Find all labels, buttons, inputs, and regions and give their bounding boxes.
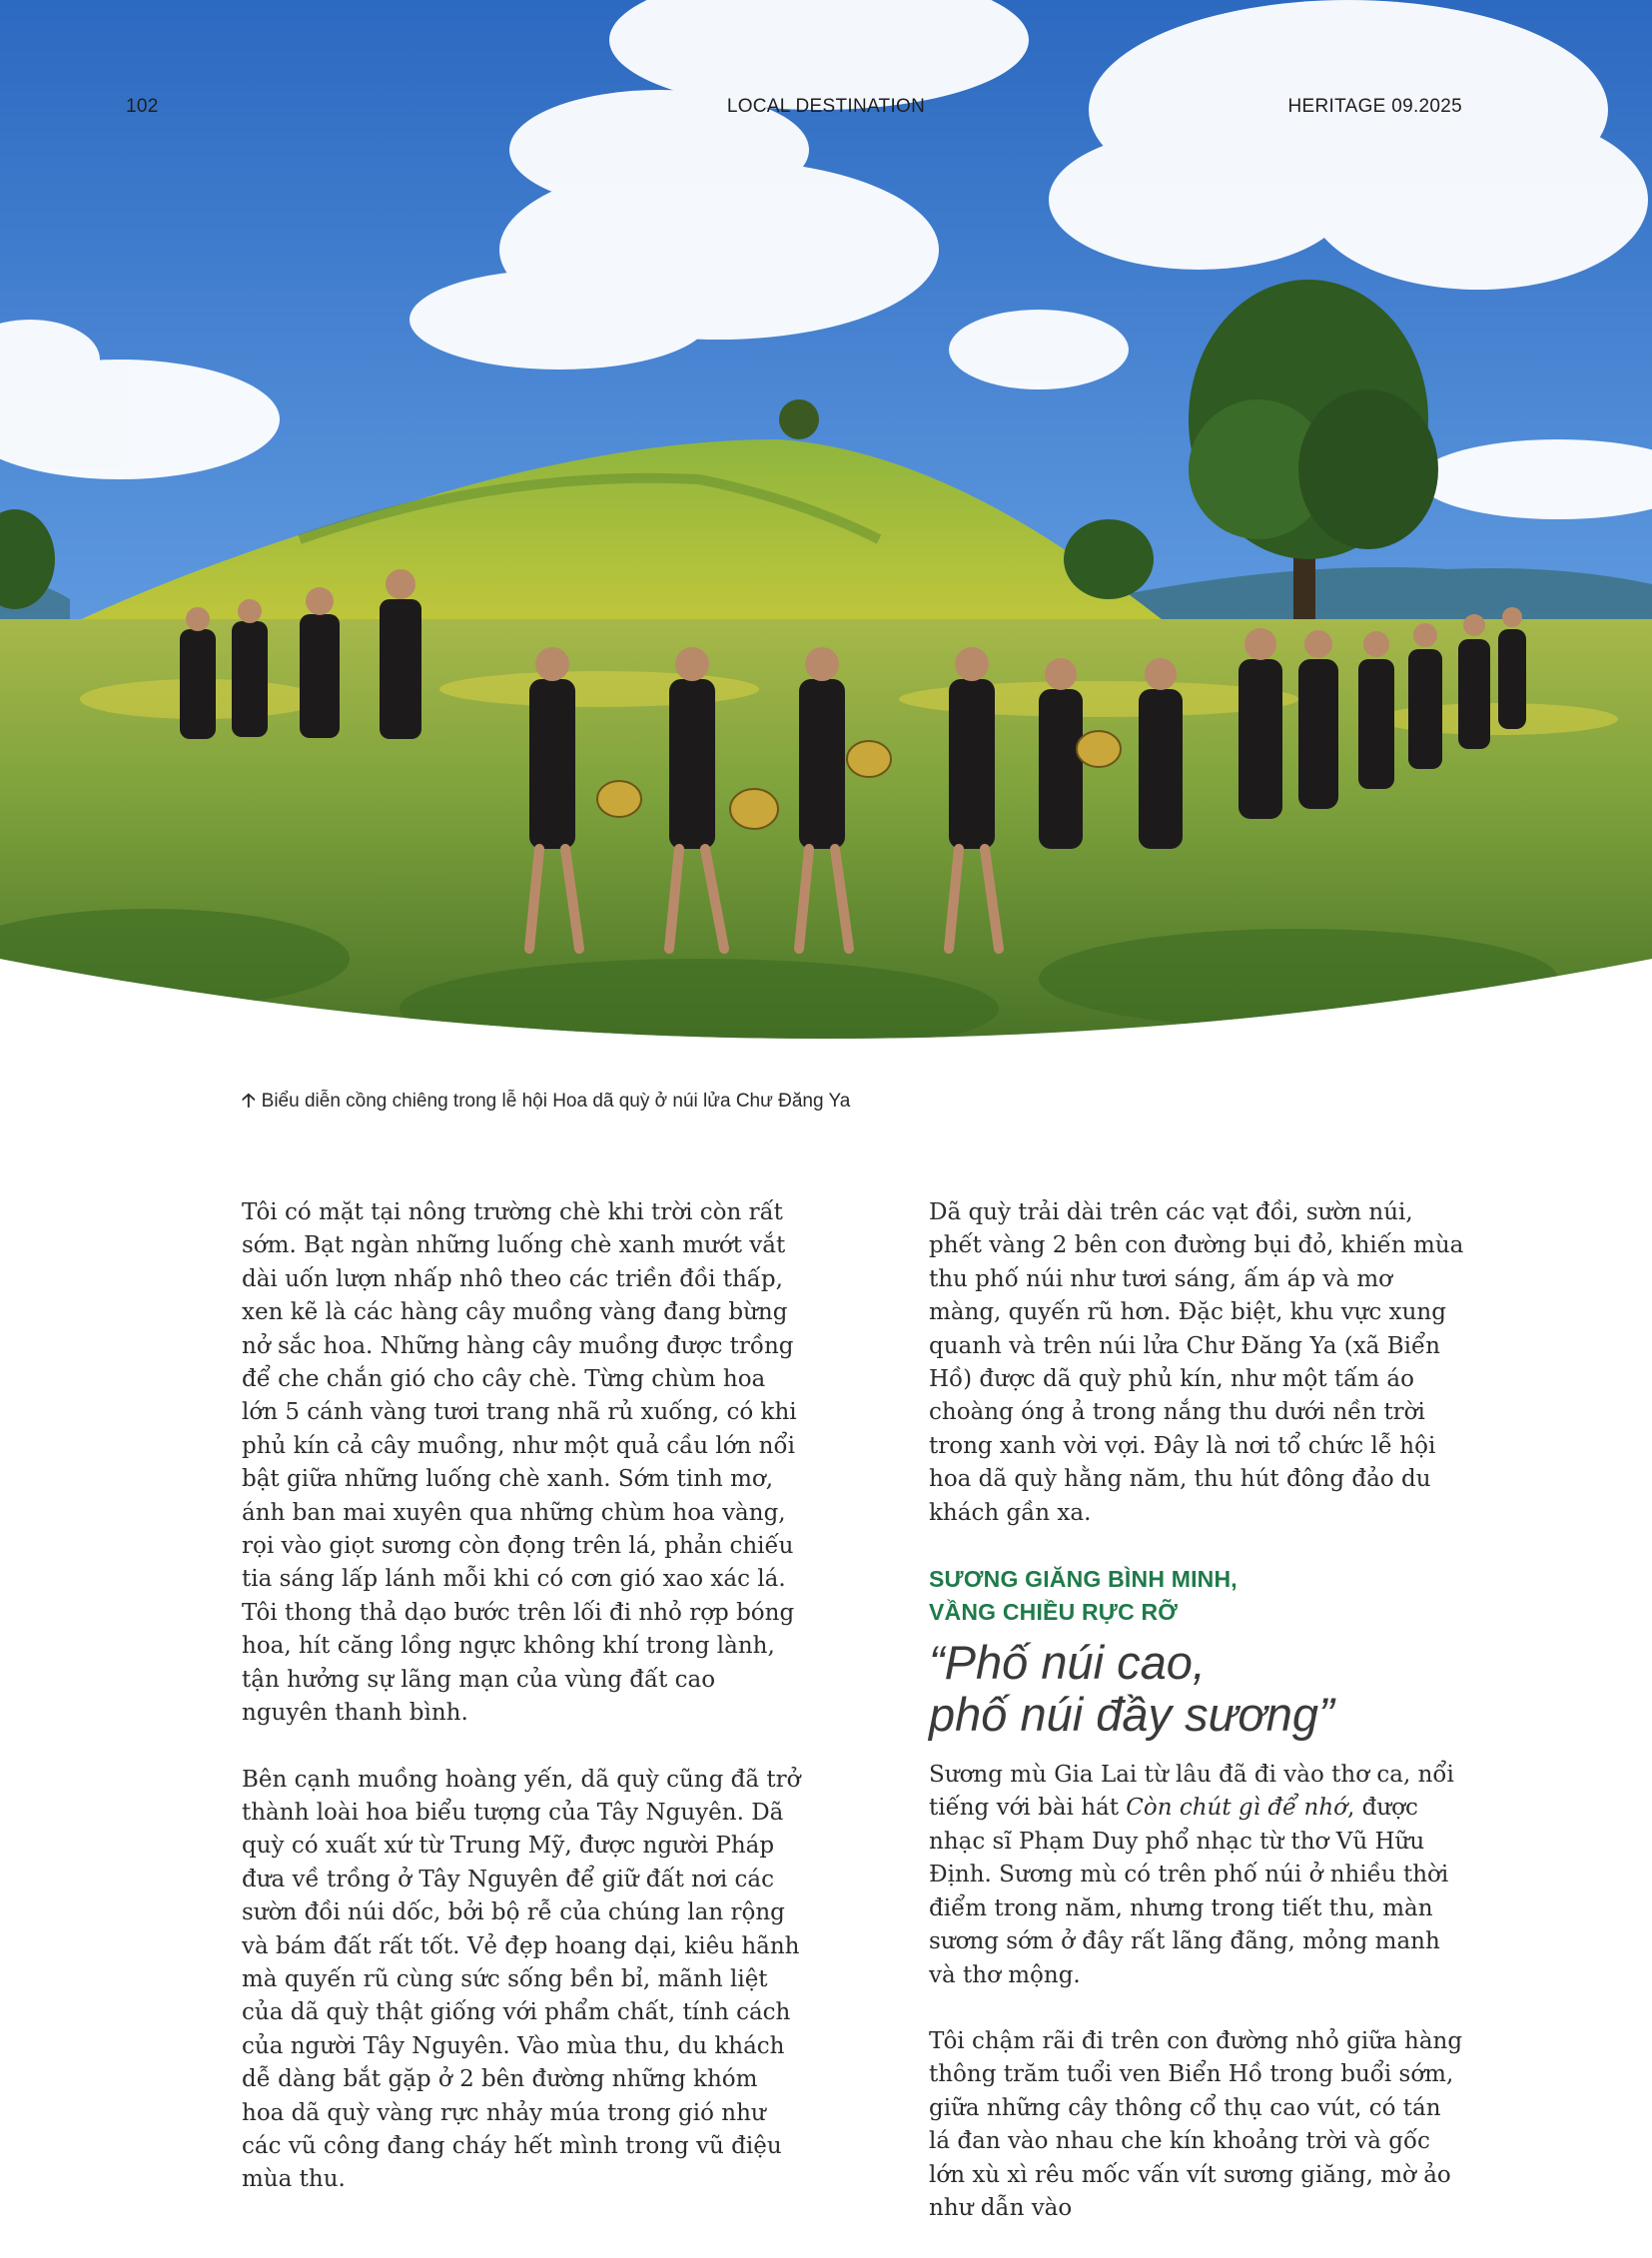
page-number: 102 <box>126 96 159 117</box>
paragraph: Tôi chậm rãi đi trên con đường nhỏ giữa hàng thông trăm tuổi ven Biển Hồ trong buổi sớm, giữa những cây thông cổ thụ cao vút, có tán lá đan vào nhau che kín khoảng trời và gốc lớn xù xì rêu mốc vấn vít sương giăng, mờ ảo như dẫn vào <box>929 2027 1463 2221</box>
paragraph: Dã quỳ trải dài trên các vạt đồi, sườn núi, phết vàng 2 bên con đường bụi đỏ, khiến mùa thu phố núi như tươi sáng, ấm áp và mơ màng, quyến rũ hơn. Đặc biệt, khu vực xung quanh và trên núi lửa Chư Đăng Ya (xã Biển Hồ) được dã quỳ phủ kín, như một tấm áo choàng óng ả trong nắng thu dưới nền trời trong xanh vời vợi. Đây là nơi tổ chức lễ hội hoa dã quỳ hằng năm, thu hút đông đảo du khách gần xa. <box>929 1199 1464 1526</box>
paragraph <box>929 1759 1468 1992</box>
photo-caption <box>242 1087 850 1119</box>
song-title: Còn chút gì để nhớ <box>1126 1795 1347 1822</box>
text-run: , được nhạc sĩ Phạm Duy phổ nhạc từ thơ Vũ Hữu Định. Sương mù có trên phố núi ở nhiều thời điểm trong năm, nhưng trong tiết thu, màn sương sớm ở đây rất lãng đãng, mỏng manh và thơ mộng. <box>929 1795 1449 1988</box>
running-header <box>0 96 1652 126</box>
article-column-left <box>242 1196 801 2230</box>
caption-text: Biểu diễn cồng chiêng trong lễ hội Hoa dã quỳ ở núi lửa Chư Đăng Ya <box>261 1091 851 1112</box>
article-column-right <box>929 1196 1468 2258</box>
section-title: LOCAL DESTINATION <box>726 96 926 117</box>
subheading-line: SƯƠNG GIĂNG BÌNH MINH, <box>929 1566 1238 1593</box>
quote-line: “Phố núi cao, <box>929 1636 1206 1690</box>
hero-photo <box>0 0 1652 1059</box>
issue-label: HERITAGE 09.2025 <box>1287 96 1462 117</box>
festival-landscape-image <box>0 0 1652 1059</box>
section-subheading <box>929 1563 1468 1629</box>
text-run: Sương mù Gia Lai từ lâu đã đi vào thơ ca, nổi tiếng với bài hát <box>929 1762 1454 1822</box>
quote-line: phố núi đầy sương” <box>929 1688 1334 1742</box>
pull-quote <box>929 1637 1468 1741</box>
arrow-up-icon: 🡡 <box>242 1091 256 1112</box>
paragraph: Bên cạnh muồng hoàng yến, dã quỳ cũng đã trở thành loài hoa biểu tượng của Tây Nguyên. Dã quỳ có xuất xứ từ Trung Mỹ, được người Pháp đưa về trồng ở Tây Nguyên để giữ đất nơi các sườn đồi núi dốc, bởi bộ rễ của chúng lan rộng và bám đất rất tốt. Vẻ đẹp hoang dại, kiêu hãnh mà quyến rũ cùng sức sống bền bỉ, mãnh liệt của dã quỳ thật giống với phẩm chất, tính cách của người Tây Nguyên. Vào mùa thu, du khách dễ dàng bắt gặp ở 2 bên đường những khóm hoa dã quỳ vàng rực nhảy múa trong gió như các vũ công đang cháy hết mình trong vũ điệu mùa thu. <box>242 1766 801 2193</box>
subheading-line: VẦNG CHIỀU RỰC RỠ <box>929 1599 1179 1626</box>
paragraph: Tôi có mặt tại nông trường chè khi trời còn rất sớm. Bạt ngàn những luống chè xanh mướt vắt dài uốn lượn nhấp nhô theo các triền đồi thấp, xen kẽ là các hàng cây muồng vàng đang bừng nở sắc hoa. Những hàng cây muồng được trồng để che chắn gió cho cây chè. Từng chùm hoa lớn 5 cánh vàng tươi trang nhã rủ xuống, có khi phủ kín cả cây muồng, như một quả cầu lớn nổi bật giữa những luống chè xanh. Sớm tinh mơ, ánh ban mai xuyên qua những chùm hoa vàng, rọi vào giọt sương còn đọng trên lá, phản chiếu tia sáng lấp lánh mỗi khi có cơn gió xao xác lá. Tôi thong thả dạo bước trên lối đi nhỏ rợp bóng hoa, hít căng lồng ngực không khí trong lành, tận hưởng sự lãng mạn của vùng đất cao nguyên thanh bình. <box>242 1199 797 1727</box>
